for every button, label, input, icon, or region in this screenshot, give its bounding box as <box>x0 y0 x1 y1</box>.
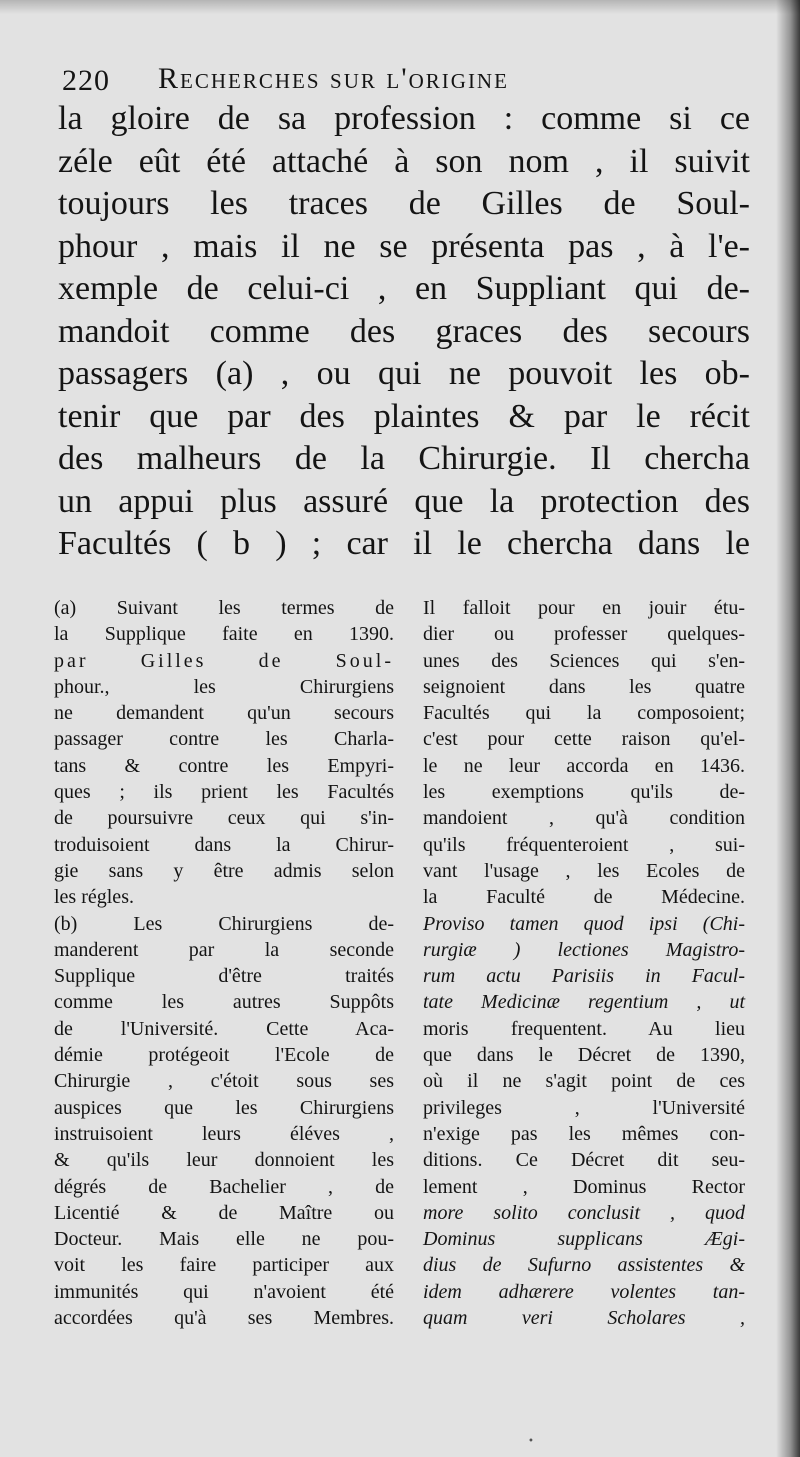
main-text-block <box>58 98 750 566</box>
body-line: toujours les traces de Gilles de Soul- <box>58 185 750 222</box>
footnote-line: ne demandent qu'un secours <box>54 702 394 725</box>
page-top-shadow <box>0 0 800 14</box>
footnote-line: moris frequentent. Au lieu <box>423 1017 745 1040</box>
body-line: tenir que par des plaintes & par le récit <box>58 397 750 435</box>
footnote-line: dégrés de Bachelier , de <box>54 1175 394 1198</box>
body-line: des malheurs de la Chirurgie. Il chercha <box>58 440 750 477</box>
footnote-line: manderent par la seconde <box>54 938 394 961</box>
footnote-line: seignoient dans les quatre <box>423 675 745 698</box>
footnote-line: Supplique d'être traités <box>54 965 394 988</box>
footnote-line: idem adhærere volentes tan- <box>423 1280 745 1303</box>
footnote-line: Licentié & de Maître ou <box>54 1201 394 1224</box>
footnote-line: mandoient , qu'à condition <box>423 807 745 830</box>
footnote-line: dier ou professer quelques- <box>423 623 745 646</box>
footnote-line: & qu'ils leur donnoient les <box>54 1149 394 1172</box>
footnote-line: gie sans y être admis selon <box>54 859 394 882</box>
footnote-line: phour., les Chirurgiens <box>54 675 394 698</box>
body-line: Facultés ( b ) ; car il le chercha dans le <box>58 525 750 562</box>
body-line: la gloire de sa profession : comme si ce <box>58 100 750 137</box>
body-line: xemple de celui-ci , en Suppliant qui de- <box>58 270 750 307</box>
footnote-line: que dans le Décret de 1390, <box>423 1044 745 1067</box>
footnote-line: (a) Suivant les termes de <box>54 597 394 619</box>
footnote-line: n'exige pas les mêmes con- <box>423 1122 745 1145</box>
footnote-line: auspices que les Chirurgiens <box>54 1096 394 1119</box>
footnote-line: ditions. Ce Décret dit seu- <box>423 1149 745 1172</box>
footnote-line: où il ne s'agit point de ces <box>423 1070 745 1093</box>
footnote-line: more solito conclusit , quod <box>423 1201 745 1224</box>
body-line: zéle eût été attaché à son nom , il suivit <box>58 142 750 180</box>
footnote-line: Docteur. Mais elle ne pou- <box>54 1228 394 1251</box>
footnote-line: immunités qui n'avoient été <box>54 1280 394 1303</box>
body-line: phour , mais il ne se présenta pas , à l'e- <box>58 227 750 265</box>
footnote-line: quam veri Scholares , <box>423 1307 745 1330</box>
footnote-line: rurgiæ ) lectiones Magistro- <box>423 938 745 961</box>
footnote-line: dius de Sufurno assistentes & <box>423 1254 745 1277</box>
body-line: un appui plus assuré que la protection des <box>58 482 750 520</box>
footnote-line: démie protégeoit l'Ecole de <box>54 1044 394 1067</box>
footnote-line: voit les faire participer aux <box>54 1254 394 1277</box>
footnote-line: la Supplique faite en 1390. <box>54 623 394 646</box>
footnote-line: c'est pour cette raison qu'el- <box>423 728 745 751</box>
footnote-line: Facultés qui la composoient; <box>423 702 745 725</box>
footnotes-left-column <box>54 595 394 1331</box>
footnote-line: Dominus supplicans Ægi- <box>423 1228 745 1251</box>
footnote-line: Proviso tamen quod ipsi (Chi- <box>423 912 745 935</box>
footnote-line: lement , Dominus Rector <box>423 1175 745 1198</box>
body-line: mandoit comme des graces des secours <box>58 312 750 350</box>
body-line: passagers (a) , ou qui ne pouvoit les ob- <box>58 355 750 392</box>
footnote-line: les régles. <box>54 886 134 909</box>
ink-dot: • <box>528 1436 534 1447</box>
running-title: Recherches sur l'origine <box>158 62 509 95</box>
footnotes-right-column <box>423 595 745 1331</box>
footnote-line: comme les autres Suppôts <box>54 991 394 1014</box>
footnote-line: Il falloit pour en jouir étu- <box>423 597 745 619</box>
footnote-line: tate Medicinæ regentium , ut <box>423 991 745 1014</box>
footnote-line: instruisoient leurs éléves , <box>54 1122 394 1145</box>
footnote-line: accordées qu'à ses Membres. <box>54 1307 394 1330</box>
footnote-line: ques ; ils prient les Facultés <box>54 781 394 804</box>
page-header <box>62 62 762 102</box>
footnote-line: troduisoient dans la Chirur- <box>54 833 394 856</box>
footnote-line: passager contre les Charla- <box>54 728 394 751</box>
footnote-line: par Gilles de Soul- <box>54 649 394 672</box>
footnote-line: le ne leur accorda en 1436. <box>423 754 745 777</box>
footnote-line: qu'ils fréquenteroient , sui- <box>423 833 745 856</box>
footnote-line: unes des Sciences qui s'en- <box>423 649 745 672</box>
footnote-line: les exemptions qu'ils de- <box>423 781 745 804</box>
footnote-line: rum actu Parisiis in Facul- <box>423 965 745 988</box>
footnote-line: tans & contre les Empyri- <box>54 754 394 777</box>
footnote-line: Chirurgie , c'étoit sous ses <box>54 1070 394 1093</box>
footnote-line: de poursuivre ceux qui s'in- <box>54 807 394 830</box>
footnote-line: de l'Université. Cette Aca- <box>54 1017 394 1040</box>
footnote-line: la Faculté de Médecine. <box>423 886 745 909</box>
footnote-line: (b) Les Chirurgiens de- <box>54 912 394 935</box>
footnote-line: privileges , l'Université <box>423 1096 745 1119</box>
footnote-line: vant l'usage , les Ecoles de <box>423 859 745 882</box>
page-number: 220 <box>62 64 110 97</box>
book-spine-shadow <box>776 0 800 1457</box>
